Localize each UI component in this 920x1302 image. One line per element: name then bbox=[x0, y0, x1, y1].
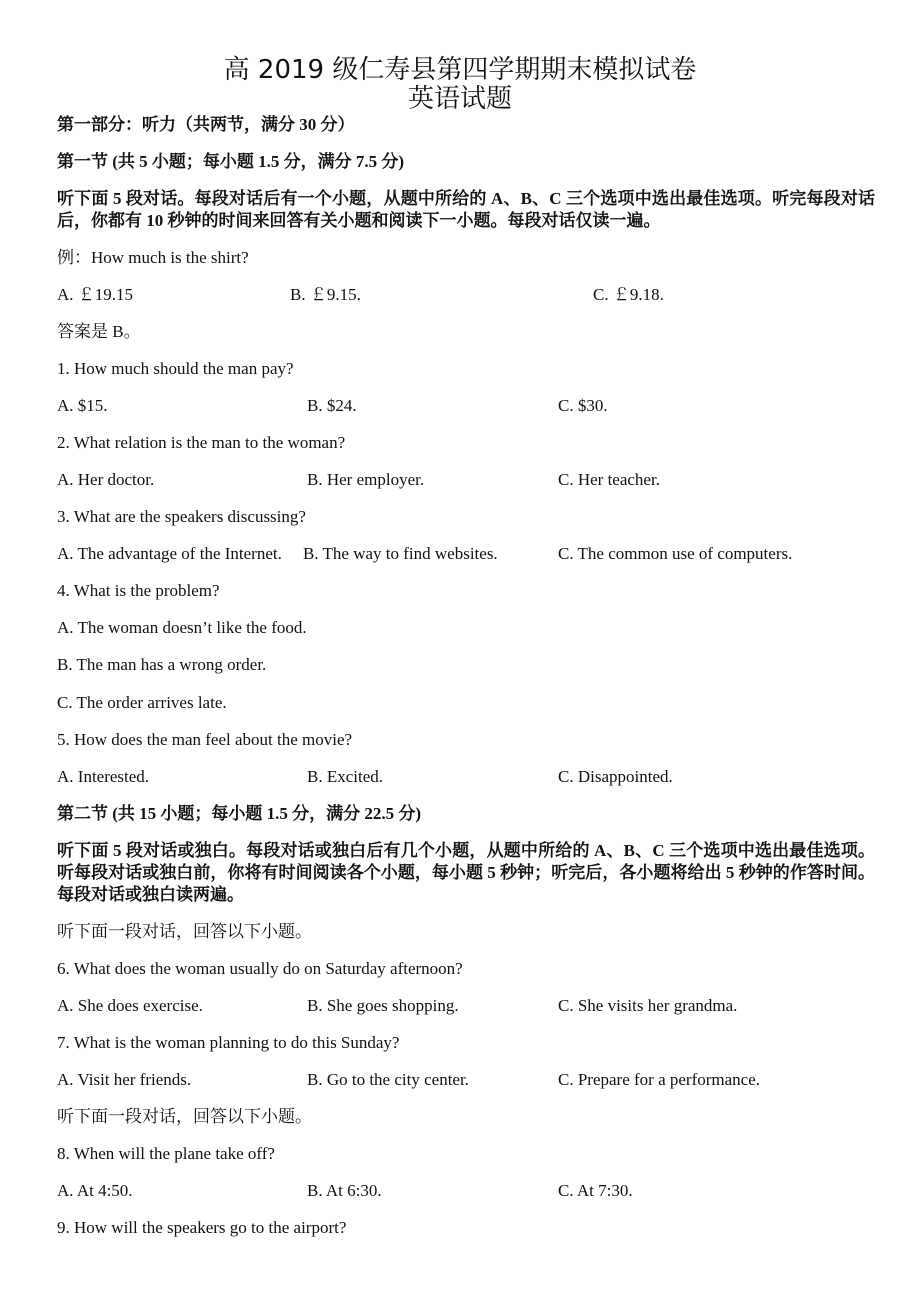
option-a: A. At 4:50. bbox=[57, 1181, 133, 1200]
example-option-b: B. ￡9.15. bbox=[290, 285, 361, 304]
question-8: 8. When will the plane take off? bbox=[57, 1144, 275, 1163]
option-a: A. The advantage of the Internet. bbox=[57, 544, 282, 563]
question-6: 6. What does the woman usually do on Saturday afternoon? bbox=[57, 959, 463, 978]
question-3: 3. What are the speakers discussing? bbox=[57, 507, 306, 526]
question-2: 2. What relation is the man to the woman? bbox=[57, 433, 346, 452]
example-option-a: A. ￡19.15 bbox=[57, 285, 134, 304]
option-a: A. $15. bbox=[57, 396, 108, 415]
question-9: 9. How will the speakers go to the airport? bbox=[57, 1218, 347, 1237]
dialogue-intro: 听下面一段对话，回答以下小题。 bbox=[57, 1107, 312, 1126]
question-7: 7. What is the woman planning to do this Sunday? bbox=[57, 1033, 400, 1052]
exam-subtitle: 英语试题 bbox=[407, 84, 512, 114]
option-c: C. Her teacher. bbox=[558, 470, 660, 489]
example-answer: 答案是 B。 bbox=[57, 322, 141, 341]
option-a: A. The woman doesn’t like the food. bbox=[57, 618, 307, 637]
option-a: A. She does exercise. bbox=[57, 996, 203, 1015]
option-b: B. Go to the city center. bbox=[307, 1070, 469, 1089]
option-a: A. Visit her friends. bbox=[57, 1070, 192, 1089]
question-1: 1. How much should the man pay? bbox=[57, 359, 294, 378]
option-b: B. The way to find websites. bbox=[303, 544, 498, 563]
option-c: C. Prepare for a performance. bbox=[558, 1070, 761, 1089]
dialogue-intro: 听下面一段对话，回答以下小题。 bbox=[57, 922, 312, 941]
option-b: B. She goes shopping. bbox=[307, 996, 459, 1015]
question-4: 4. What is the problem? bbox=[57, 581, 220, 600]
option-c: C. Disappointed. bbox=[558, 767, 673, 786]
section2-instructions: 听下面 5 段对话或独白。每段对话或独白后有几个小题，从题中所给的 A、B、C 三个选项中选出最佳选项。听每段对话或独白前，你将有时间阅读各个小题，每小题 5 秒钟；听完后，各小题将给出 5 秒钟的作答时间。每段对话或独白读两遍。 bbox=[57, 841, 875, 904]
option-b: B. Excited. bbox=[307, 767, 384, 786]
option-c: C. The common use of computers. bbox=[558, 544, 793, 563]
section1-instructions: 听下面 5 段对话。每段对话后有一个小题，从题中所给的 A、B、C 三个选项中选出最佳选项。听完每段对话后，你都有 10 秒钟的时间来回答有关小题和阅读下一小题。每段对话仅读一遍。 bbox=[57, 189, 875, 230]
example-question: 例：How much is the shirt? bbox=[57, 248, 249, 267]
section2-heading: 第二节 (共 15 小题；每小题 1.5 分，满分 22.5 分) bbox=[57, 804, 422, 823]
option-b: B. The man has a wrong order. bbox=[57, 655, 267, 674]
option-c: C. She visits her grandma. bbox=[558, 996, 738, 1015]
option-a: A. Her doctor. bbox=[57, 470, 155, 489]
option-b: B. At 6:30. bbox=[307, 1181, 382, 1200]
section1-heading: 第一节 (共 5 小题；每小题 1.5 分，满分 7.5 分) bbox=[57, 152, 405, 171]
question-5: 5. How does the man feel about the movie? bbox=[57, 730, 353, 749]
example-option-c: C. ￡9.18. bbox=[593, 285, 664, 304]
option-c: C. At 7:30. bbox=[558, 1181, 633, 1200]
option-b: B. Her employer. bbox=[307, 470, 425, 489]
option-b: B. $24. bbox=[307, 396, 357, 415]
option-a: A. Interested. bbox=[57, 767, 150, 786]
option-c: C. $30. bbox=[558, 396, 608, 415]
option-c: C. The order arrives late. bbox=[57, 693, 227, 712]
exam-title: 高 2019 级仁寿县第四学期期末模拟试卷 bbox=[223, 55, 697, 85]
part-heading: 第一部分：听力（共两节，满分 30 分） bbox=[57, 115, 355, 134]
